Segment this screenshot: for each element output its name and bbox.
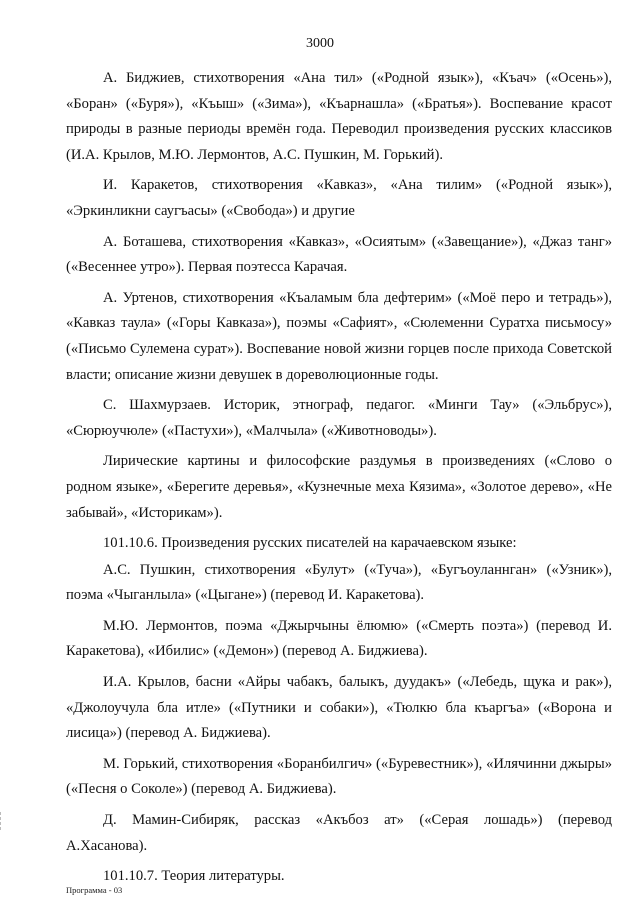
document-body	[66, 66, 612, 895]
scan-edge-mark	[0, 812, 7, 830]
paragraph-mamin-sibiryak: Д. Мамин-Сибиряк, рассказ «Акъбоз ат» («Серая лошадь») (перевод А.Хасанова).	[66, 812, 612, 854]
paragraph-krylov: И.А. Крылов, басни «Айры чабакъ, балыкъ, дуудакъ» («Лебедь, щука и рак»), «Джолоучула бла итле» («Путники и собаки»), «Тюлкю бла къаргъа» («Ворона и лисица») (перевод А. Биджиева).	[66, 674, 612, 742]
paragraph-botasheva: А. Боташева, стихотворения «Кавказ», «Осиятым» («Завещание»), «Джаз танг» («Весеннее утро»). Первая поэтесса Карачая.	[66, 233, 612, 276]
paragraph-lyrical-pictures: Лирические картины и философские раздумья в произведениях («Слово о родном языке», «Берегите деревья», «Кузнечные меха Кязима», «Золотое дерево», «Не забывай», «Историкам»).	[66, 453, 612, 521]
section-heading-101-10-7: 101.10.7. Теория литературы.	[103, 868, 285, 885]
paragraph-pushkin: А.С. Пушкин, стихотворения «Булут» («Туча»), «Бугъоуланнган» («Узник»), поэма «Чыганлыла» («Цыгане») (перевод И. Каракетова).	[66, 561, 612, 604]
paragraph-gorky: М. Горький, стихотворения «Боранбилгич» («Буревестник»), «Илячинни джыры» («Песня о Соколе») (перевод А. Биджиева).	[66, 755, 612, 798]
page-number: 3000	[306, 36, 334, 51]
paragraph-urtenov: А. Уртенов, стихотворения «Къаламым бла дефтерим» («Моё перо и тетрадь»), «Кавказ таула» («Горы Кавказа»), поэмы «Сафият», «Сюлеменни Суратха письмосу» («Письмо Сулемена сурат»). Воспевание новой жизни горцев после прихода Советской власти; описание жизни девушек в дореволюционные годы.	[66, 289, 612, 383]
paragraph-bidzhiev: А. Биджиев, стихотворения «Ана тил» («Родной язык»), «Къач» («Осень»), «Боран» («Буря»), «Къыш» («Зима»), «Къарнашла» («Братья»). Воспевание красот природы в разные периоды времён года. Переводил произведения русских классиков (И.А. Крылов, М.Ю. Лермонтов, А.С. Пушкин, М. Горький).	[66, 70, 612, 163]
paragraph-shakhmurzaev: С. Шахмурзаев. Историк, этнограф, педагог. «Минги Тау» («Эльбрус»), «Сюрюучюле» («Пастухи»), «Малчыла» («Животноводы»).	[66, 397, 612, 439]
section-heading-101-10-6: 101.10.6. Произведения русских писателей на карачаевском языке:	[103, 535, 517, 552]
paragraph-lermontov: М.Ю. Лермонтов, поэма «Джырчыны ёлюмю» («Смерть поэта») (перевод И. Каракетова), «Ибилис» («Демон») (перевод А. Биджиева).	[66, 617, 612, 660]
paragraph-karaketov: И. Каракетов, стихотворения «Кавказ», «Ана тилим» («Родной язык»), «Эркинликни саугъасы» («Свобода») и другие	[66, 177, 612, 219]
footer-label: Программа - 03	[66, 885, 123, 895]
